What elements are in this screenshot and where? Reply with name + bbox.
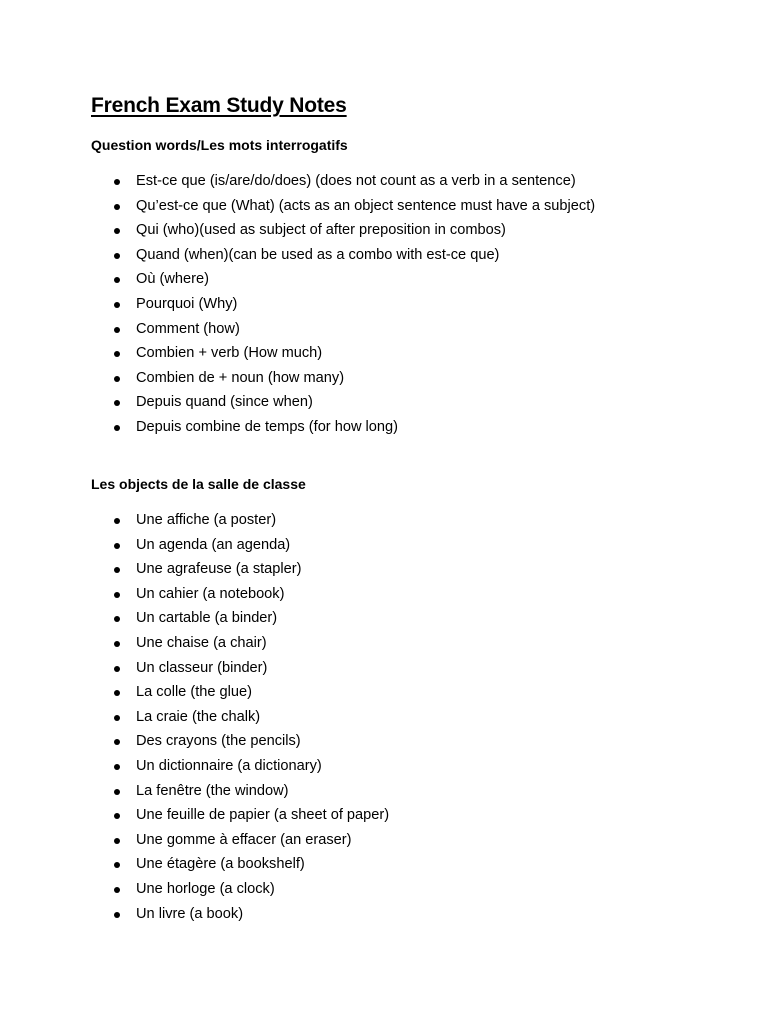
list-item — [110, 755, 389, 780]
bullet-icon — [114, 862, 120, 868]
list-item — [110, 293, 595, 318]
list-item-text: Une étagère (a bookshelf) — [136, 856, 305, 873]
bullet-icon — [114, 838, 120, 844]
bullet-icon — [114, 567, 120, 573]
bullet-icon — [114, 789, 120, 795]
list-item — [110, 318, 595, 343]
bullet-icon — [114, 616, 120, 622]
bullet-icon — [114, 518, 120, 524]
list-item-text: La craie (the chalk) — [136, 708, 261, 725]
list-item-text: Qu’est-ce que (What) (acts as an object sentence must have a subject) — [136, 197, 596, 214]
bullet-icon — [114, 543, 120, 549]
bullet-icon — [114, 715, 120, 721]
list-item — [110, 219, 595, 244]
section-heading-classroom-objects: Les objects de la salle de classe — [91, 476, 306, 492]
list-item-text: La fenêtre (the window) — [136, 782, 289, 799]
list-item — [110, 730, 389, 755]
bullet-icon — [114, 351, 120, 357]
list-item-text: Qui (who)(used as subject of after preposition in combos) — [136, 222, 506, 239]
bullet-icon — [114, 690, 120, 696]
list-item — [110, 829, 389, 854]
bullet-icon — [114, 253, 120, 259]
list-item-text: Une agrafeuse (a stapler) — [136, 561, 302, 578]
bullet-icon — [114, 327, 120, 333]
list-item — [110, 607, 389, 632]
list-item-text: Où (where) — [136, 271, 209, 288]
list-item — [110, 632, 389, 657]
list-item — [110, 558, 389, 583]
list-item-text: Un agenda (an agenda) — [136, 536, 291, 553]
list-item — [110, 681, 389, 706]
list-item-text: Un dictionnaire (a dictionary) — [136, 757, 322, 774]
question-words-list — [110, 170, 595, 441]
list-item — [110, 853, 389, 878]
list-item-text: Depuis quand (since when) — [136, 394, 313, 411]
list-item-text: Un cartable (a binder) — [136, 610, 278, 627]
bullet-icon — [114, 228, 120, 234]
bullet-icon — [114, 764, 120, 770]
list-item — [110, 391, 595, 416]
list-item — [110, 342, 595, 367]
bullet-icon — [114, 641, 120, 647]
list-item-text: Est-ce que (is/are/do/does) (does not count as a verb in a sentence) — [136, 173, 576, 189]
list-item — [110, 657, 389, 682]
section-heading-question-words: Question words/Les mots interrogatifs — [91, 137, 348, 153]
list-item — [110, 583, 389, 608]
list-item-text: Un cahier (a notebook) — [136, 585, 285, 602]
bullet-icon — [114, 813, 120, 819]
bullet-icon — [114, 425, 120, 431]
list-item — [110, 878, 389, 903]
list-item — [110, 170, 595, 195]
list-item-text: Combien de + noun (how many) — [136, 369, 345, 386]
bullet-icon — [114, 204, 120, 210]
bullet-icon — [114, 400, 120, 406]
list-item — [110, 903, 389, 928]
page-title: French Exam Study Notes — [91, 94, 347, 117]
bullet-icon — [114, 739, 120, 745]
list-item-text: Un livre (a book) — [136, 905, 244, 922]
list-item — [110, 509, 389, 534]
list-item-text: Une horloge (a clock) — [136, 880, 275, 897]
classroom-objects-list — [110, 509, 389, 927]
list-item-text: La colle (the glue) — [136, 684, 253, 701]
list-item — [110, 534, 389, 559]
bullet-icon — [114, 376, 120, 382]
list-item — [110, 367, 595, 392]
list-item — [110, 780, 389, 805]
bullet-icon — [114, 277, 120, 283]
list-item-text: Une gomme à effacer (an eraser) — [136, 831, 352, 848]
bullet-icon — [114, 179, 120, 185]
list-item-text: Comment (how) — [136, 320, 240, 337]
bullet-icon — [114, 887, 120, 893]
list-item-text: Combien + verb (How much) — [136, 345, 323, 362]
list-item-text: Depuis combine de temps (for how long) — [136, 418, 399, 435]
list-item-text: Des crayons (the pencils) — [136, 733, 301, 750]
list-item — [110, 195, 595, 220]
list-item — [110, 244, 595, 269]
list-item — [110, 268, 595, 293]
list-item — [110, 706, 389, 731]
list-item-text: Pourquoi (Why) — [136, 295, 238, 312]
list-item — [110, 804, 389, 829]
list-item-text: Une affiche (a poster) — [136, 512, 277, 528]
list-item-text: Quand (when)(can be used as a combo with est-ce que) — [136, 246, 500, 263]
list-item-text: Une chaise (a chair) — [136, 634, 267, 651]
bullet-icon — [114, 592, 120, 598]
bullet-icon — [114, 666, 120, 672]
list-item-text: Une feuille de papier (a sheet of paper) — [136, 807, 390, 824]
list-item — [110, 416, 595, 441]
list-item-text: Un classeur (binder) — [136, 659, 268, 676]
bullet-icon — [114, 302, 120, 308]
bullet-icon — [114, 912, 120, 918]
